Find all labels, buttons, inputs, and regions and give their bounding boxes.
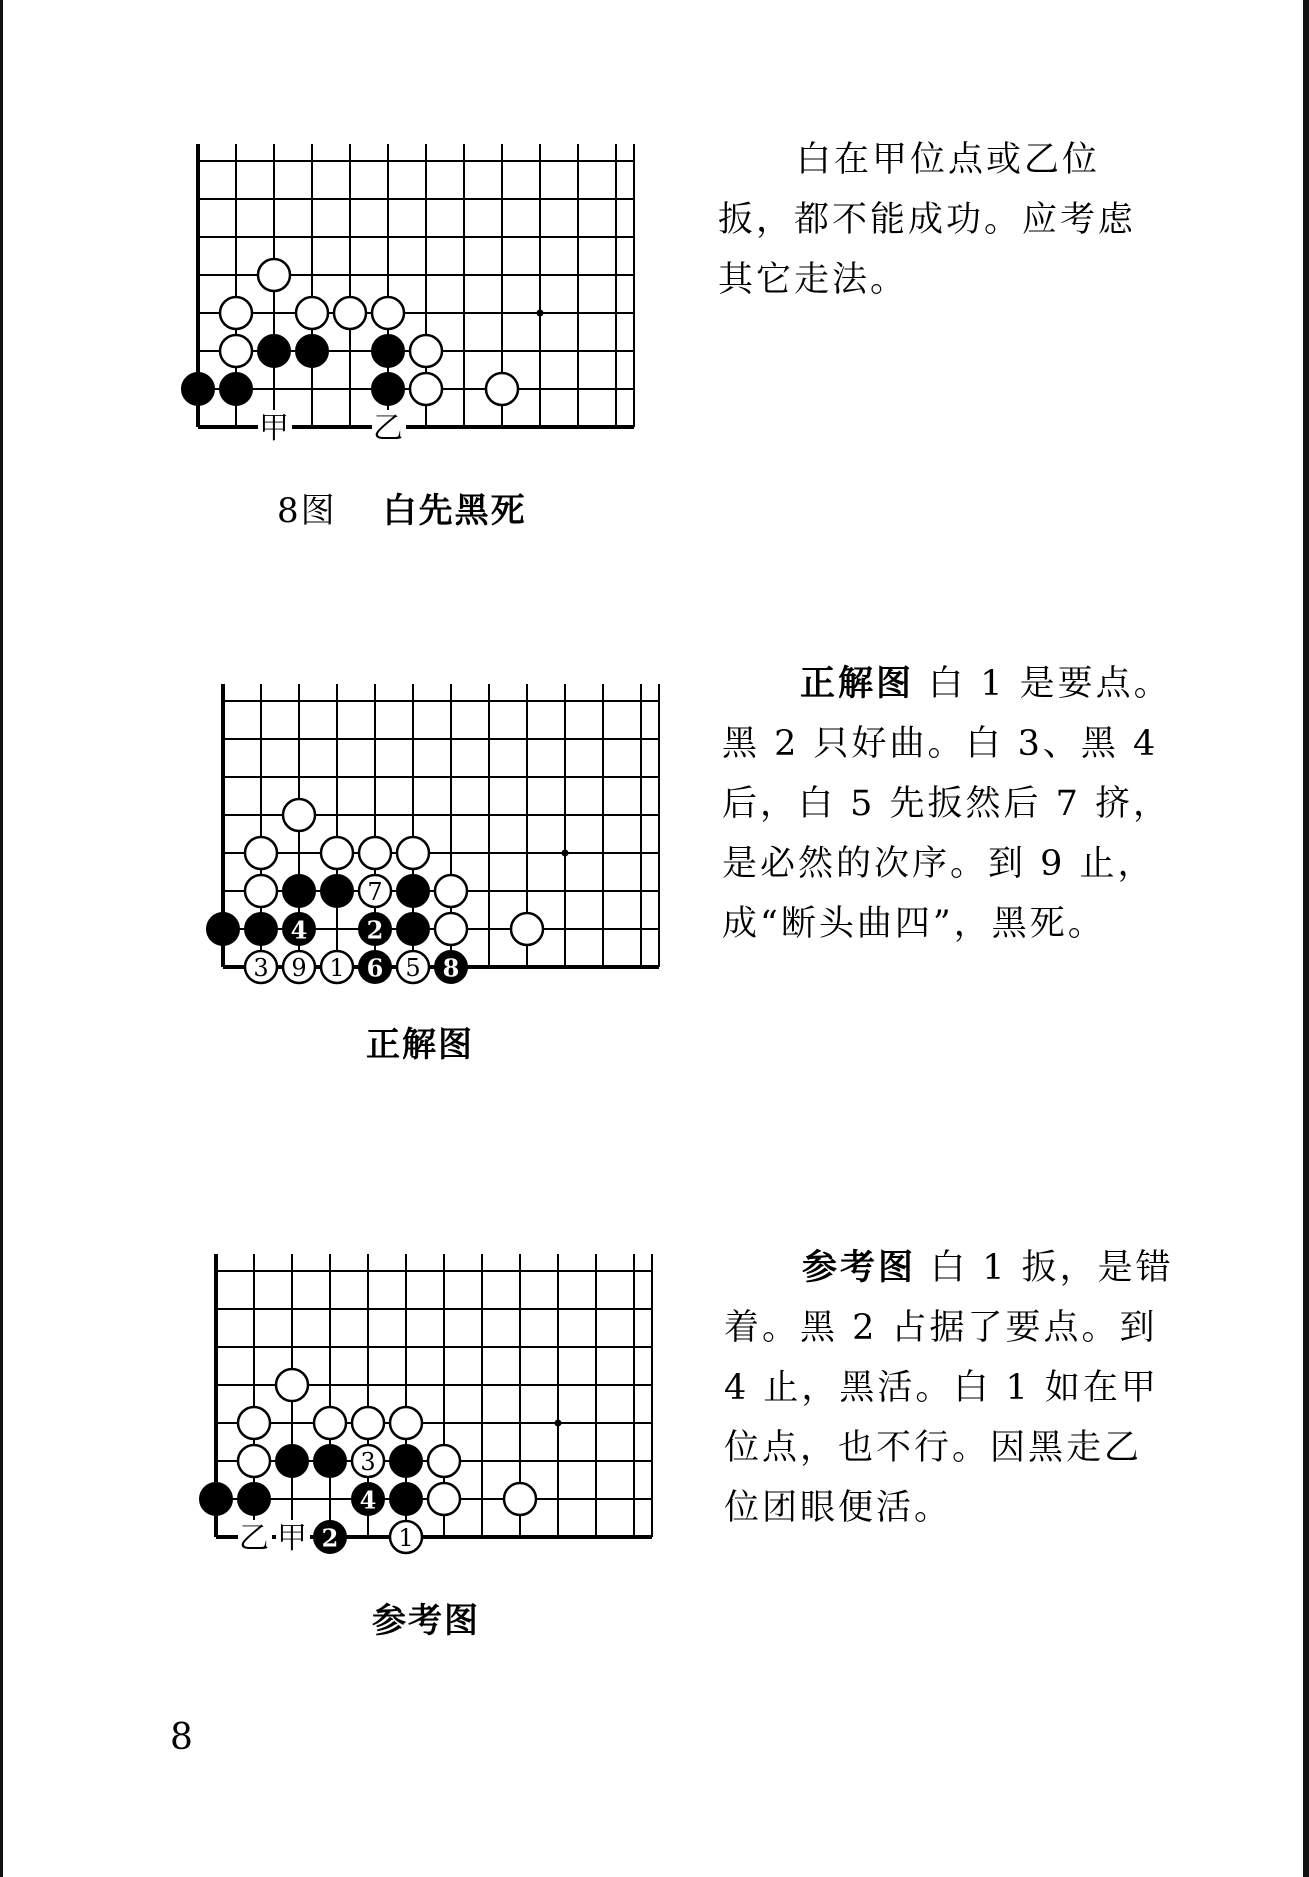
- star-point: [555, 1420, 562, 1427]
- move-label-1: 1: [329, 954, 345, 982]
- move-label-4: 4: [359, 1485, 377, 1515]
- black-stones: [200, 1445, 422, 1515]
- caption-number: 8图: [277, 491, 337, 531]
- caption-problem: [277, 483, 527, 532]
- text-problem: [718, 130, 1173, 310]
- move-label-6: 6: [366, 953, 384, 983]
- board-label-jia: 甲: [277, 1521, 307, 1556]
- solution-text: 白 1 是要点。黑 2 只好曲。白 3、黑 4 后，白 5 先扳然后 7 挤，是必然的次序。到 9 止，成“断头曲四”，黑死。: [722, 664, 1172, 944]
- board-label-yi: 乙: [373, 411, 403, 446]
- white-stones: [238, 1369, 536, 1515]
- move-label-3: 3: [360, 1448, 376, 1476]
- black-stones: [207, 875, 429, 945]
- caption-reference: 参考图: [372, 1601, 480, 1641]
- solution-lead: 正解图: [800, 664, 915, 704]
- go-diagram-problem: [180, 140, 650, 460]
- go-diagram-reference: [198, 1250, 668, 1570]
- page-number: 8: [170, 1717, 193, 1758]
- move-label-3: 3: [253, 954, 269, 982]
- move-label-7: 7: [367, 878, 383, 906]
- move-label-1: 1: [398, 1524, 414, 1552]
- board-label-yi: 乙: [239, 1521, 269, 1556]
- star-point: [562, 850, 569, 857]
- problem-text: 白在甲位点或乙位扳，都不能成功。应考虑其它走法。: [718, 140, 1137, 300]
- caption-title: 白先黑死: [382, 491, 527, 531]
- white-stones: [220, 259, 518, 405]
- star-point: [537, 310, 544, 317]
- move-label-5: 5: [405, 954, 421, 982]
- move-label-4: 4: [290, 915, 308, 945]
- caption-solution: 正解图: [366, 1025, 474, 1065]
- reference-lead: 参考图: [802, 1248, 917, 1288]
- move-label-2: 2: [321, 1523, 339, 1553]
- move-label-2: 2: [366, 915, 384, 945]
- board-label-jia: 甲: [259, 411, 289, 446]
- move-label-9: 9: [291, 954, 307, 982]
- go-diagram-solution: [205, 680, 675, 1000]
- black-stones: [182, 335, 404, 405]
- text-solution: [722, 654, 1177, 954]
- reference-text: 白 1 扳，是错着。黑 2 占据了要点。到 4 止，黑活。白 1 如在甲位点，也不行。因黑走乙位团眼便活。: [724, 1248, 1174, 1528]
- move-label-8: 8: [442, 953, 460, 983]
- text-reference: [724, 1238, 1179, 1538]
